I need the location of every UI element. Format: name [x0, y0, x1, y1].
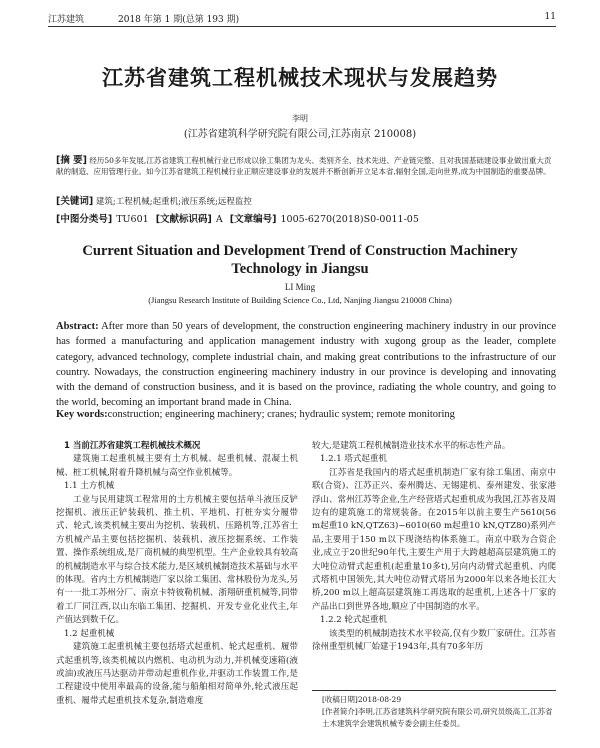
paragraph: 建筑施工起重机械主要有土方机械、起重机械、混凝土机械、桩工机械,附着升降机械与高空作业机械等。	[56, 454, 298, 478]
author-english: LI Ming	[284, 282, 316, 292]
paragraph: 工业与民用建筑工程常用的土方机械主要包括单斗液压反铲挖掘机、液压正铲装载机、推土机、平地机、打桩夯实分履带式、轮式,该类机械主要出为挖机、装载机、压路机等,江苏省土方机械产品主要包括挖掘机、装载机、液压挖掘系统、工作装置、操作系统组成,是厂商机械的典型机型。生产企业较具有较高的机械制造水平与综合技术能力,是区域机械制造技术基础与水平的体现。省内土方机械制造厂家以徐工集团、常林股份为龙头,另有一一批工苏州分厂、南京卡特彼勒机械、浙翔研重机械等,同带着工厂同江西,以山东临工集团、挖掘机、开发专业化业代主,年产值达到数千亿。	[56, 494, 298, 626]
affiliation-chinese: (江苏省建筑科学研究院有限公司,江苏南京 210008)	[183, 129, 417, 140]
abstract-label: [摘 要]	[56, 155, 87, 166]
section-heading: 1 当前江苏省建筑工程机械技术概况	[64, 441, 201, 451]
footnote	[312, 690, 556, 730]
classification-line	[56, 211, 556, 225]
running-header	[48, 10, 556, 27]
abstract-en-text: After more than 50 years of development, the construction engineering machinery industry in our province has formed a manufacturing and application management industry with xugong group as the leader, complete category, advanced technology, complete industrial chain, and making great contributions to the infrastructure of our country. Nowadays, the construction engineering machinery industry in our province is developing and innovating with the demand of construction business, and it is based on the province, radiating the whole country, and going to the world, becoming an important brand made in China.	[56, 321, 556, 409]
paragraph: 该类型的机械制造技术水平较高,仅有少数厂家研仕。江苏省徐州重型机械厂始建于1943年,具有70多年历	[312, 628, 556, 653]
subsection-heading: 1.2 起重机械	[64, 628, 115, 639]
keywords-en-label: Key words:	[56, 409, 108, 420]
abstract-text: 经历50多年发展,江苏省建筑工程机械行业已形成以徐工集团为龙头、类别齐全、技术先进、产业链完整、且对我国基础建设事业做出重大贡献的制造、应用管理行业。如今江苏省建筑工程机械行业正顺应建设事业的发展并不断创新开立足本省,辐射全国,走向世界,成为中国制造的重要品牌。	[56, 156, 552, 176]
paragraph: 建筑施工起重机械主要包括塔式起重机、轮式起重机、履带式起重机等,该类机械以内燃机、电动机为动力,并机械变速箱(液或油)或液压马达驱动并带动起重机作业,并驱动工作装置工作,是工程建设中使用率最高的设备,能与船舶相对简单外,轮式液压起重机、履带式起重机技术复杂,制造难度	[56, 642, 298, 706]
abstract-chinese	[56, 155, 556, 177]
clc-value: TU601	[116, 214, 149, 225]
doc-code-label: [文献标识码]	[155, 214, 212, 225]
keywords-english	[56, 409, 556, 420]
clc-label: [中图分类号]	[56, 214, 113, 225]
keywords-en-text: construction; engineering machinery; cranes; hydraulic system; remote monitoring	[107, 409, 455, 420]
paragraph: 江苏省是我国内的塔式起重机制造厂家有徐工集团、南京中联(合资)、江苏正兴、泰州腾达、无锡建机、泰州建发、张家港浮山、常州江苏等企业,生产经营塔式起重机成为我国,江苏省及周边有的建筑施工的常规装备。在2015年以前主要生产5610(56 m起重10 kN,QTZ63)~6010(60 m起重10 kN,QTZ80)系列产品,主要用于150 m以下现浇结构体系施工。南京中联为合资企业,成立于20世纪90年代,主要生产用于大跨越超高层建筑施工的大吨位动臂式起重机(起重量10多t),另向内动臂式起重机、内爬式塔机中国领先,其大吨位动臂式塔吊为2000年以来各地长江大桥,200 m以上超高层建筑施工再选取的起重机,上述各十厂家的产品出口到世界各地,顺应了中国制造的水平。	[312, 467, 556, 612]
subsection-heading: 1.2.1 塔式起重机	[320, 454, 387, 465]
doc-code-value: A	[215, 214, 223, 225]
page-number: 11	[544, 12, 556, 22]
issue-info: 2018 年第 1 期(总第 193 期)	[118, 15, 240, 25]
subsection-heading: 1.1 土方机械	[64, 481, 115, 492]
abstract-en-label: Abstract:	[56, 321, 99, 332]
author-info: [作者简介]李明,江苏省建筑科学研究院有限公司,研究员级高工,江苏省土木建筑学会建筑机械专委会副主任委员。	[322, 707, 553, 728]
journal-name: 江苏建筑	[48, 15, 85, 25]
article-number-label: [文章编号]	[229, 214, 277, 225]
article-number-value: 1005-6270(2018)S0-0011-05	[280, 214, 419, 225]
affiliation-english: (Jiangsu Research Institute of Building Science Co., Ltd, Nanjing Jiangsu 210008 China)	[148, 295, 452, 305]
subsection-heading: 1.2.2 轮式起重机	[320, 615, 387, 626]
body-column-right	[312, 440, 556, 655]
received-date: [收稿日期]2018-08-29	[322, 695, 402, 704]
author-chinese: 李明	[292, 114, 308, 123]
keywords-text: 建筑;工程机械;起重机;液压系统;远程监控	[95, 197, 252, 207]
keywords-chinese	[56, 193, 556, 207]
body-column-left	[56, 440, 298, 708]
paragraph: 较大,是建筑工程机械制造业技术水平的标志性产品。	[312, 441, 511, 451]
title-english: Current Situation and Development Trend of Construction Machinery Technology in Jiangsu	[82, 243, 518, 277]
keywords-label: [关键词]	[56, 196, 94, 207]
abstract-english	[56, 319, 556, 411]
title-chinese: 江苏省建筑工程机械技术现状与发展趋势	[102, 66, 498, 90]
